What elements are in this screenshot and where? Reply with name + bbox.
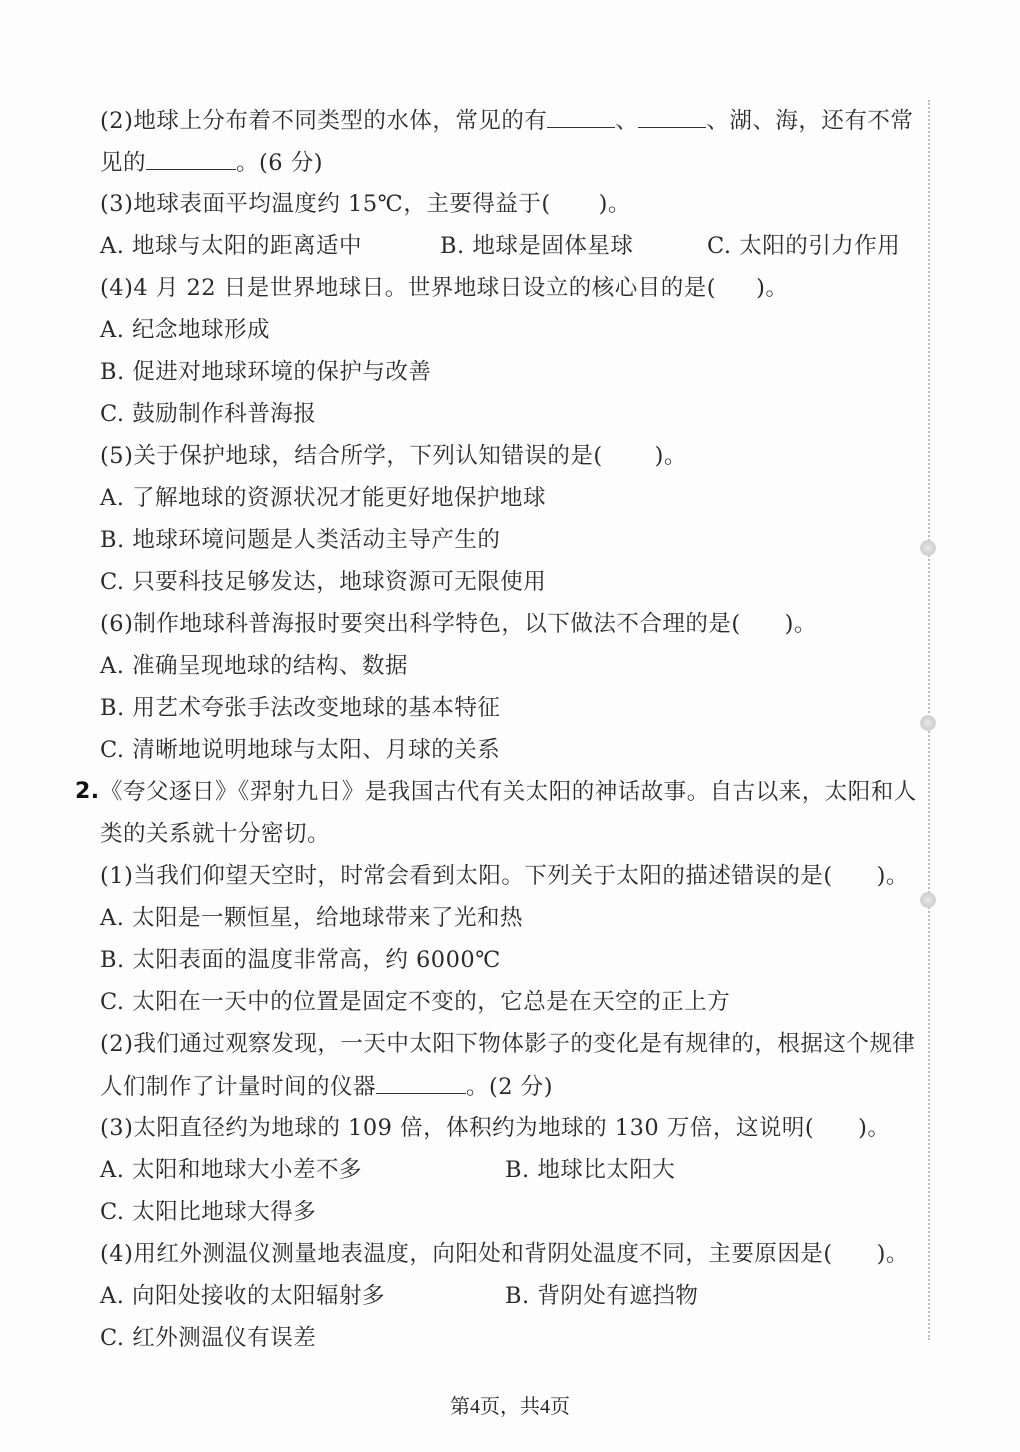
q1-p3-option-a[interactable]: A. 地球与太阳的距离适中: [100, 233, 363, 259]
q2-number: 2.: [75, 779, 100, 804]
q1-p5-option-c[interactable]: C. 只要科技足够发达，地球资源可无限使用: [100, 569, 547, 595]
q1-p6-option-c[interactable]: C. 清晰地说明地球与太阳、月球的关系: [100, 737, 501, 763]
q2-p1-option-c[interactable]: C. 太阳在一天中的位置是固定不变的，它总是在天空的正上方: [100, 989, 731, 1015]
q1-p2-line1: [100, 105, 913, 135]
q1-p2-text-a: (2)地球上分布着不同类型的水体，常见的有: [100, 108, 548, 134]
q2-intro-line1: 2. 《夸父逐日》《羿射九日》是我国古代有关太阳的神话故事。自古以来，太阳和人: [75, 779, 917, 805]
q2-p2-blank[interactable]: [376, 1071, 466, 1094]
q2-p3-stem: (3)太阳直径约为地球的 109 倍，体积约为地球的 130 万倍，这说明( )。: [100, 1115, 891, 1141]
q2-p3-option-c[interactable]: C. 太阳比地球大得多: [100, 1199, 317, 1225]
q1-p2-text-b: 、湖、海，还有不常: [706, 108, 914, 134]
binding-hole-1: [920, 540, 936, 556]
q2-p1-option-b[interactable]: B. 太阳表面的温度非常高，约 6000℃: [100, 947, 501, 973]
q1-p2-text-c: 见的: [100, 150, 147, 176]
q1-p2-separator: 、: [615, 108, 639, 134]
q1-p5-option-b[interactable]: B. 地球环境问题是人类活动主导产生的: [100, 527, 501, 553]
q2-p4-stem: (4)用红外测温仪测量地表温度，向阳处和背阴处温度不同，主要原因是( )。: [100, 1241, 909, 1267]
binding-hole-3: [920, 892, 936, 908]
q1-p3-stem: (3)地球表面平均温度约 15℃，主要得益于( )。: [100, 191, 631, 217]
q1-p5-stem: (5)关于保护地球，结合所学，下列认知错误的是( )。: [100, 443, 687, 469]
q2-p4-option-b[interactable]: B. 背阴处有遮挡物: [505, 1283, 699, 1309]
q2-p2-line2: 人们制作了计量时间的仪器 。(2 分): [100, 1071, 553, 1101]
q1-p2-blank-2[interactable]: [638, 105, 706, 128]
q1-p6-option-b[interactable]: B. 用艺术夸张手法改变地球的基本特征: [100, 695, 501, 721]
q1-p4-option-a[interactable]: A. 纪念地球形成: [100, 317, 271, 343]
q1-p4-option-b[interactable]: B. 促进对地球环境的保护与改善: [100, 359, 432, 385]
q1-p6-option-a[interactable]: A. 准确呈现地球的结构、数据: [100, 653, 409, 679]
q1-p4-stem: (4)4 月 22 日是世界地球日。世界地球日设立的核心目的是( )。: [100, 275, 789, 301]
binding-hole-2: [920, 715, 936, 731]
q1-p2-blank-3[interactable]: [146, 147, 236, 170]
q2-p3-option-b[interactable]: B. 地球比太阳大: [505, 1157, 676, 1183]
q2-intro-line2: 类的关系就十分密切。: [100, 821, 331, 847]
page-number: 第4页，共4页: [450, 1396, 570, 1418]
q1-p5-option-a[interactable]: A. 了解地球的资源状况才能更好地保护地球: [100, 485, 547, 511]
q1-p2-line2: [100, 147, 323, 177]
q1-p6-stem: (6)制作地球科普海报时要突出科学特色，以下做法不合理的是( )。: [100, 611, 817, 637]
q1-p4-option-c[interactable]: C. 鼓励制作科普海报: [100, 401, 317, 427]
q2-p2-line1: (2)我们通过观察发现，一天中太阳下物体影子的变化是有规律的，根据这个规律: [100, 1031, 916, 1057]
q2-p1-option-a[interactable]: A. 太阳是一颗恒星，给地球带来了光和热: [100, 905, 524, 931]
q1-p2-text-d: 。(6 分): [236, 150, 324, 176]
q2-p3-option-a[interactable]: A. 太阳和地球大小差不多: [100, 1157, 363, 1183]
q2-p1-stem: (1)当我们仰望天空时，时常会看到太阳。下列关于太阳的描述错误的是( )。: [100, 863, 909, 889]
q1-p2-blank-1[interactable]: [547, 105, 615, 128]
q2-p4-option-a[interactable]: A. 向阳处接收的太阳辐射多: [100, 1283, 386, 1309]
q1-p3-option-b[interactable]: B. 地球是固体星球: [440, 233, 634, 259]
q2-p4-option-c[interactable]: C. 红外测温仪有误差: [100, 1325, 317, 1351]
q1-p3-option-c[interactable]: C. 太阳的引力作用: [707, 233, 901, 259]
